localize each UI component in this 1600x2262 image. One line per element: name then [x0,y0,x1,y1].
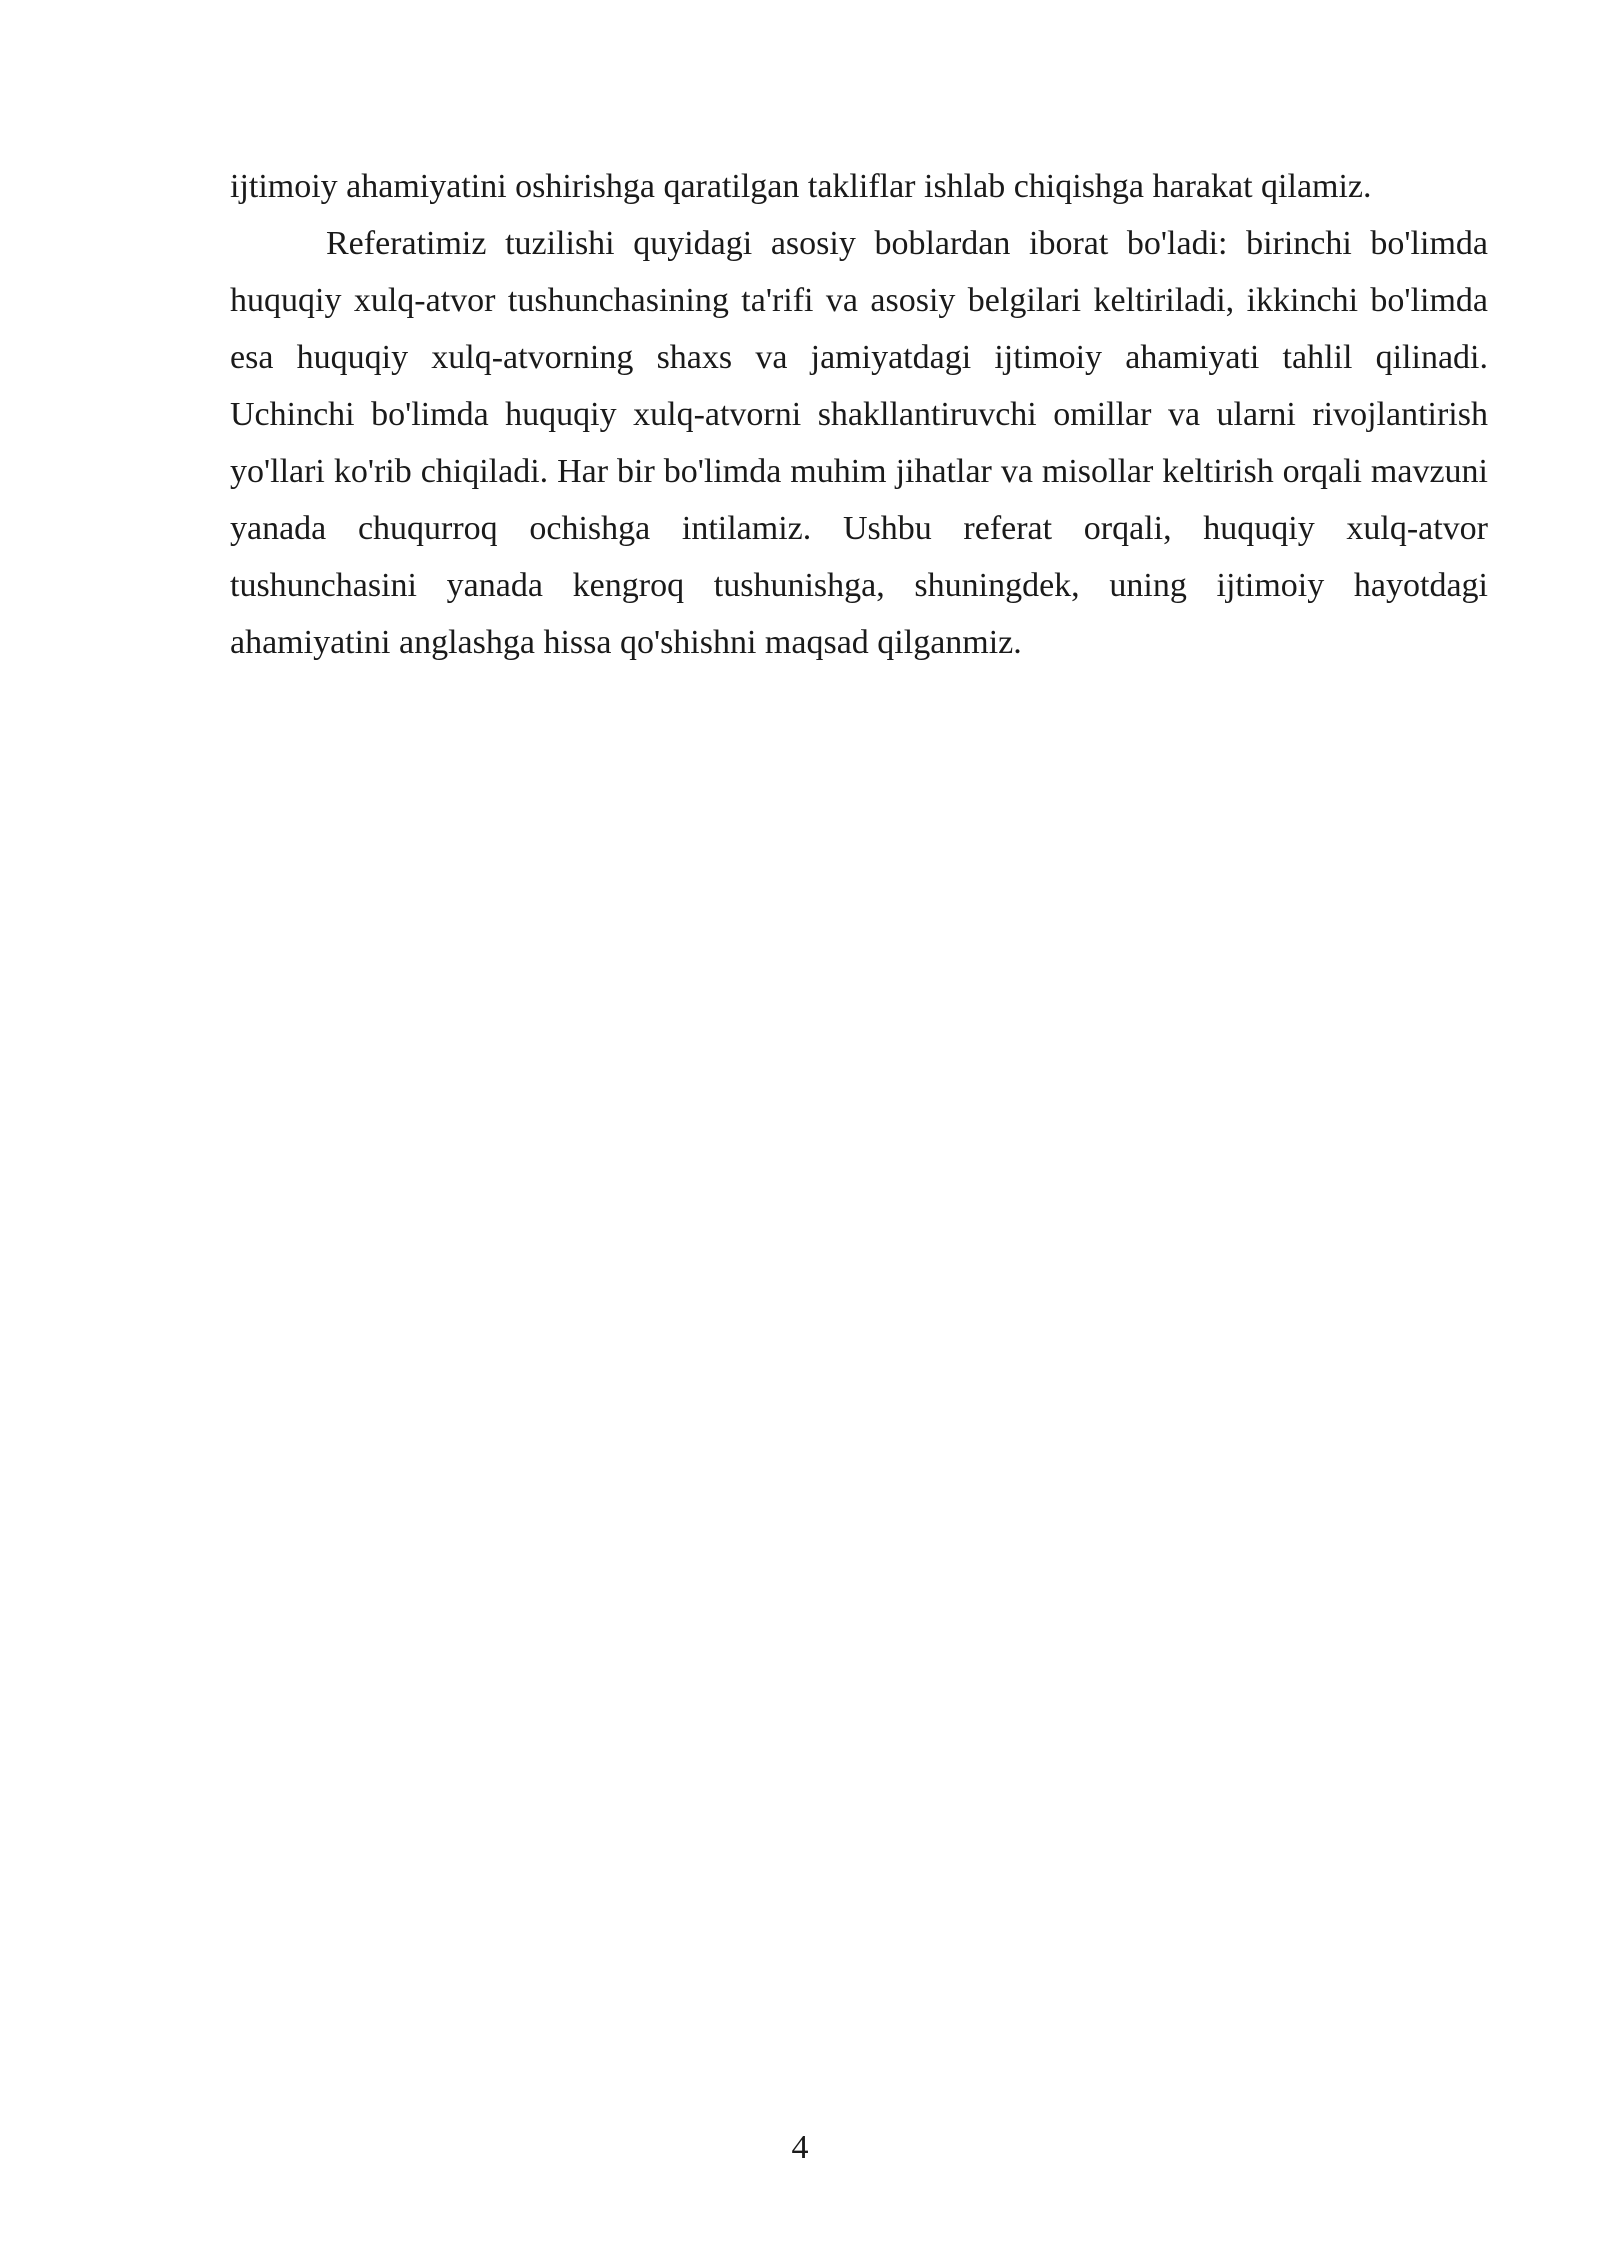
paragraph-structure-overview: Referatimiz tuzilishi quyidagi asosiy boblardan iborat bo'ladi: birinchi bo'limda huquqiy xulq-atvor tushunchasining ta'rifi va asosiy belgilari keltiriladi, ikkinchi bo'limda esa huquqiy xulq-atvorning shaxs va jamiyatdagi ijtimoiy ahamiyati tahlil qilinadi. Uchinchi bo'limda huquqiy xulq-atvorni shakllantiruvchi omillar va ularni rivojlantirish yo'llari ko'rib chiqiladi. Har bir bo'limda muhim jihatlar va misollar keltirish orqali mavzuni yanada chuqurroq ochishga intilamiz. Ushbu referat orqali, huquqiy xulq-atvor tushunchasini yanada kengroq tushunishga, shuningdek, uning ijtimoiy hayotdagi ahamiyatini anglashga hissa qo'shishni maqsad qilganmiz. [230,225,1488,661]
paragraph-continuation: ijtimoiy ahamiyatini oshirishga qaratilgan takliflar ishlab chiqishga harakat qilamiz. [230,168,1372,205]
body-text [230,158,1488,671]
page-number: 4 [791,2129,809,2166]
